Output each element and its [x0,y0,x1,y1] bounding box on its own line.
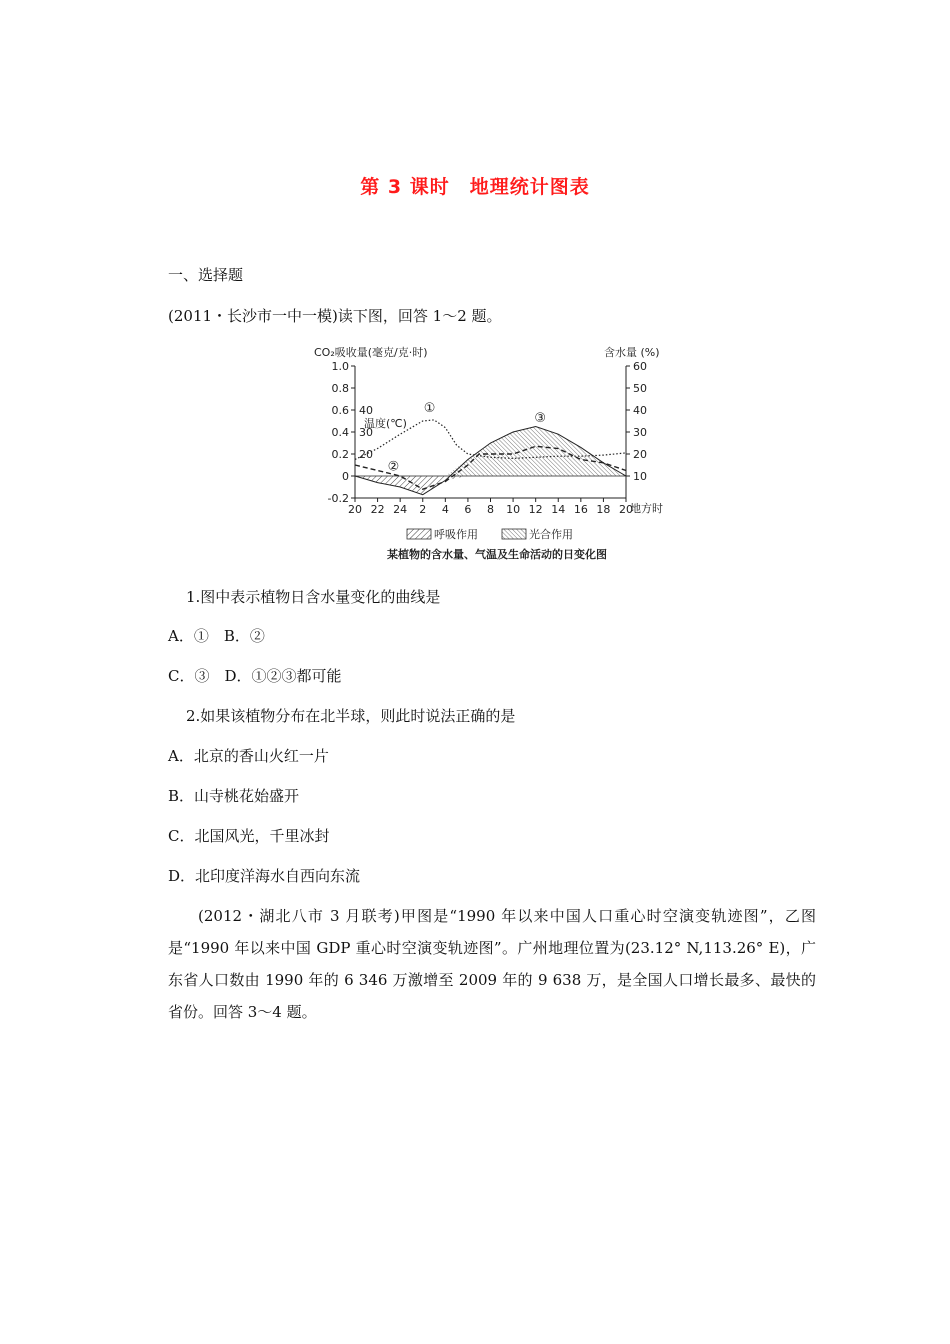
x-tick-label: 4 [441,503,449,516]
y-left-tick-label: 0.8 [331,382,349,395]
legend-respiration-swatch [407,529,431,539]
y-right-axis-label: 含水量 (%) [604,346,660,359]
x-tick-label: 16 [573,503,588,516]
question-intro-1: (2011・长沙市一中一模)读下图，回答 1～2 题。 [168,307,502,325]
x-tick-label: 14 [551,503,566,516]
y-right-tick-label: 50 [633,382,647,395]
question-intro-2: (2012・湖北八市 3 月联考)甲图是“1990 年以来中国人口重心时空演变轨迹图”，乙图是“1990 年以来中国 GDP 重心时空演变轨迹图”。广州地理位置为(23.12° N,113.26° E)，广东省人口数由 1990 年的 6 346 万激增至 2009 年的 9 638 万，是全国人口增长最多、最快的省份。回答 3～4 题。 [168,907,816,1021]
legend-photosynthesis-swatch [502,529,526,539]
question-1-stem: 1.图中表示植物日含水量变化的曲线是 [186,588,441,606]
curve-1-label: ① [423,401,436,417]
temperature-tick-label: 30 [359,426,373,439]
x-tick-label: 20 [348,503,362,516]
x-tick-label: 6 [464,503,472,516]
section-heading: 一、选择题 [168,266,244,284]
y-left-tick-label: 0.6 [331,404,349,417]
y-left-tick-label: 0 [342,470,349,483]
y-left-tick-label: 0.4 [331,426,349,439]
temperature-axis-label: 温度(℃) [364,417,407,430]
temperature-tick-label: 20 [359,448,373,461]
y-right-tick-label: 10 [633,470,647,483]
x-tick-label: 10 [506,503,521,516]
y-right-tick-label: 40 [633,404,647,417]
x-tick-label: 22 [370,503,385,516]
x-tick-label: 18 [596,503,611,516]
y-left-tick-label: 0.2 [331,448,349,461]
curve-2-label: ② [387,459,400,475]
temperature-tick-label: 40 [359,404,373,417]
curve-3-label: ③ [534,411,547,427]
respiration-area [355,476,626,495]
y-right-tick-label: 60 [633,360,647,373]
x-tick-label: 8 [487,503,494,516]
x-tick-label: 20 [619,503,633,516]
question-1-options-cd: C．③ D．①②③都可能 [168,667,342,685]
page-title: 第 3 课时 地理统计图表 [360,176,590,198]
chart-caption: 某植物的含水量、气温及生命活动的日变化图 [387,548,607,561]
x-axis-label: 地方时 [630,502,663,515]
question-2-option-c: C．北国风光，千里冰封 [168,827,330,845]
y-left-tick-label: 1.0 [331,360,349,373]
question-1-options-ab: A．① B．② [168,627,265,645]
question-2-option-a: A．北京的香山火红一片 [168,747,329,765]
legend-respiration-label: 呼吸作用 [434,528,478,541]
x-tick-label: 2 [419,503,427,516]
legend-photosynthesis-label: 光合作用 [529,528,573,541]
y-right-tick-label: 30 [633,426,647,439]
question-2-option-d: D．北印度洋海水自西向东流 [168,867,361,885]
x-tick-label: 12 [528,503,543,516]
question-2-option-b: B．山寺桃花始盛开 [168,787,300,805]
y-left-tick-label: -0.2 [327,492,349,505]
chart-figure [312,342,682,564]
x-tick-label: 24 [393,503,408,516]
y-left-axis-label: CO₂吸收量(毫克/克·时) [314,346,428,359]
question-2-stem: 2.如果该植物分布在北半球，则此时说法正确的是 [186,707,516,725]
y-right-tick-label: 20 [633,448,647,461]
